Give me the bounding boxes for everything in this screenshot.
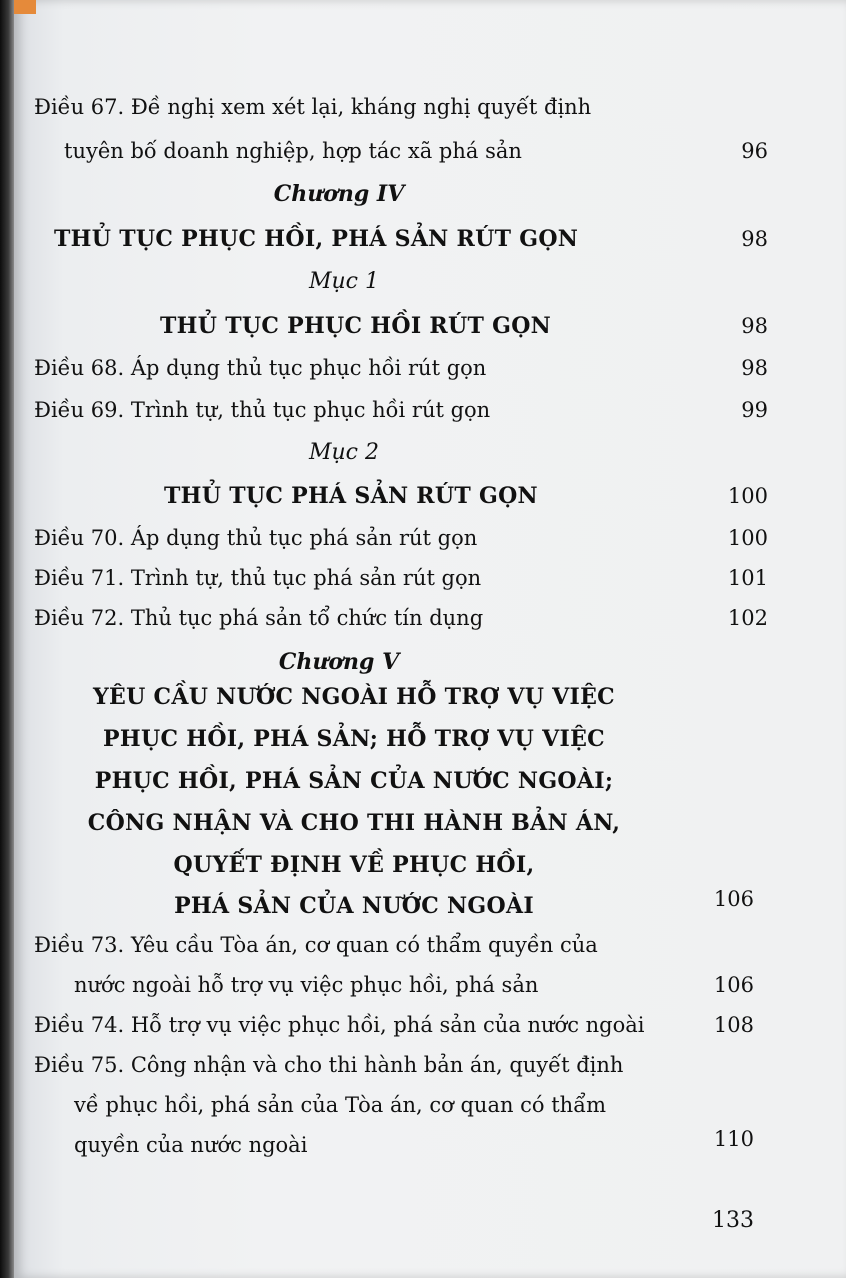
chapter-title-line: CÔNG NHẬN VÀ CHO THI HÀNH BẢN ÁN, [87,810,621,836]
book-spine-edge [0,0,14,1278]
chapter-title-line: PHỤC HỒI, PHÁ SẢN; HỖ TRỢ VỤ VIỆC [103,726,605,752]
toc-entry-dieu-72: Điều 72. Thủ tục phá sản tổ chức tín dụng [34,606,484,630]
toc-entry-dieu-67-line1: Điều 67. Đề nghị xem xét lại, kháng nghị quyết định [34,95,592,119]
section-title: THỦ TỤC PHỤC HỒI RÚT GỌN [160,313,552,339]
toc-page-number: 102 [727,606,768,630]
toc-entry-dieu-67-line2: tuyên bố doanh nghiệp, hợp tác xã phá sản [64,139,522,163]
section-title: THỦ TỤC PHÁ SẢN RÚT GỌN [164,483,538,509]
toc-page-number: 106 [713,887,754,911]
toc-page-number: 99 [741,398,768,422]
toc-entry-dieu-68: Điều 68. Áp dụng thủ tục phục hồi rút gọn [34,356,487,380]
book-page [14,0,846,1278]
chapter-title: THỦ TỤC PHỤC HỒI, PHÁ SẢN RÚT GỌN [54,226,579,252]
toc-page-number: 98 [741,314,768,338]
toc-page-number: 98 [741,356,768,380]
chapter-label: Chương IV [273,181,405,207]
toc-page-number: 106 [713,973,754,997]
toc-page-number: 98 [741,227,768,251]
section-label: Mục 1 [308,269,379,294]
toc-page-number: 96 [741,139,768,163]
toc-entry-dieu-75-line2: về phục hồi, phá sản của Tòa án, cơ quan có thẩm [74,1093,606,1117]
toc-page-number: 108 [713,1013,754,1037]
toc-entry-dieu-69: Điều 69. Trình tự, thủ tục phục hồi rút gọn [34,398,491,422]
toc-entry-dieu-73-line2: nước ngoài hỗ trợ vụ việc phục hồi, phá sản [74,973,539,997]
toc-entry-dieu-71: Điều 71. Trình tự, thủ tục phá sản rút gọn [34,566,482,590]
toc-entry-dieu-74: Điều 74. Hỗ trợ vụ việc phục hồi, phá sản của nước ngoài [34,1013,645,1037]
page-number: 133 [712,1208,754,1233]
toc-entry-dieu-75-line1: Điều 75. Công nhận và cho thi hành bản án, quyết định [34,1053,624,1077]
chapter-title-line: PHÁ SẢN CỦA NƯỚC NGOÀI [174,893,534,919]
toc-page-number: 100 [727,526,768,550]
toc-entry-dieu-75-line3: quyền của nước ngoài [74,1133,308,1157]
chapter-title-line: PHỤC HỒI, PHÁ SẢN CỦA NƯỚC NGOÀI; [94,768,614,794]
toc-page-number: 100 [727,484,768,508]
section-label: Mục 2 [308,440,379,465]
toc-page-number: 110 [713,1127,754,1151]
chapter-title-line: YÊU CẦU NƯỚC NGOÀI HỖ TRỢ VỤ VIỆC [93,684,615,710]
cover-corner [14,0,36,14]
chapter-label: Chương V [278,649,400,675]
toc-entry-dieu-73-line1: Điều 73. Yêu cầu Tòa án, cơ quan có thẩm quyền của [34,933,598,957]
chapter-title-line: QUYẾT ĐỊNH VỀ PHỤC HỒI, [173,852,535,878]
toc-page-number: 101 [727,566,768,590]
toc-entry-dieu-70: Điều 70. Áp dụng thủ tục phá sản rút gọn [34,526,478,550]
